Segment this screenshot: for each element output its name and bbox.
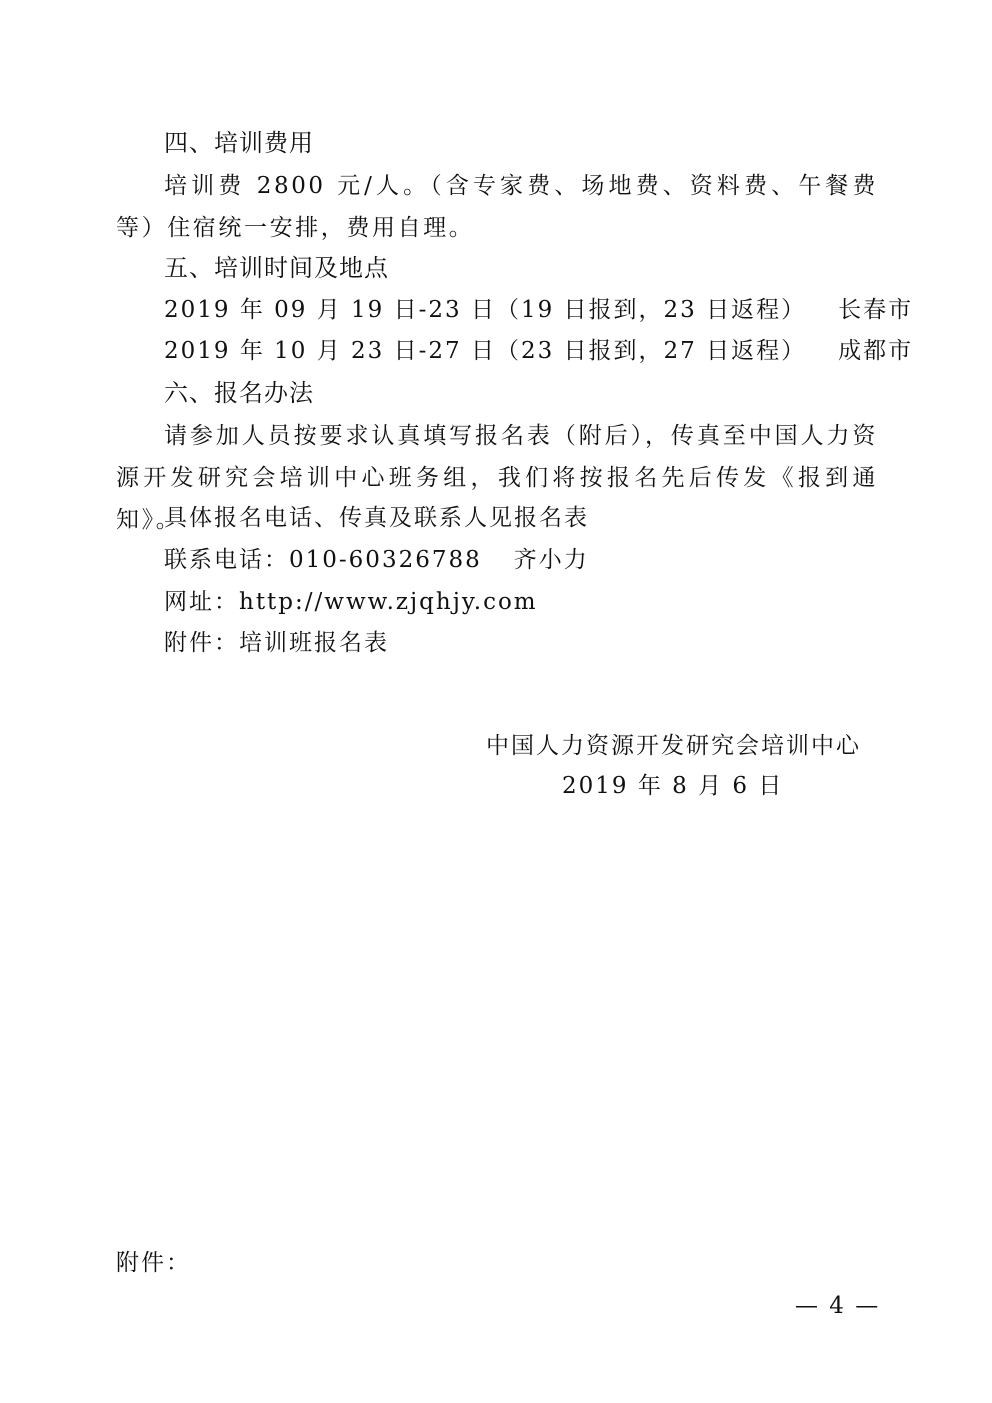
section-4-paragraph: 培训费 2800 元/人。（含专家费、场地费、资料费、午餐费等）住宿统一安排，费用自理。 (116, 173, 878, 241)
session-dates: 2019 年 09 月 19 日-23 日（19 日报到，23 日返程） (164, 297, 807, 323)
contact-phone-row (164, 545, 589, 575)
signature-date: 2019 年 8 月 6 日 (562, 773, 784, 799)
session-city: 长春市 (838, 297, 914, 323)
contact-note: 具体报名电话、传真及联系人见报名表 (164, 505, 589, 531)
session-row-changchun (164, 295, 913, 325)
footer-attachment-label: 附件： (116, 1250, 191, 1276)
section-5-heading: 五、培训时间及地点 (164, 254, 389, 282)
section-6-paragraph: 请参加人员按要求认真填写报名表（附后），传真至中国人力资源开发研究会培训中心班务组，我们将按报名先后传发《报到通知》。 (116, 423, 878, 533)
phone-person: 齐小力 (513, 547, 589, 573)
session-city: 成都市 (838, 338, 914, 364)
page-number: — 4 — (795, 1293, 881, 1319)
session-dates: 2019 年 10 月 23 日-27 日（23 日报到，27 日返程） (164, 338, 807, 364)
phone-label: 联系电话：010-60326788 (164, 547, 482, 573)
website-line: 网址：http://www.zjqhjy.com (164, 589, 538, 615)
section-6-heading: 六、报名办法 (164, 379, 314, 407)
attachment-line: 附件：培训班报名表 (164, 630, 389, 656)
section-4-heading: 四、培训费用 (164, 129, 314, 157)
signature-org: 中国人力资源开发研究会培训中心 (486, 733, 861, 759)
session-row-chengdu (164, 336, 913, 366)
